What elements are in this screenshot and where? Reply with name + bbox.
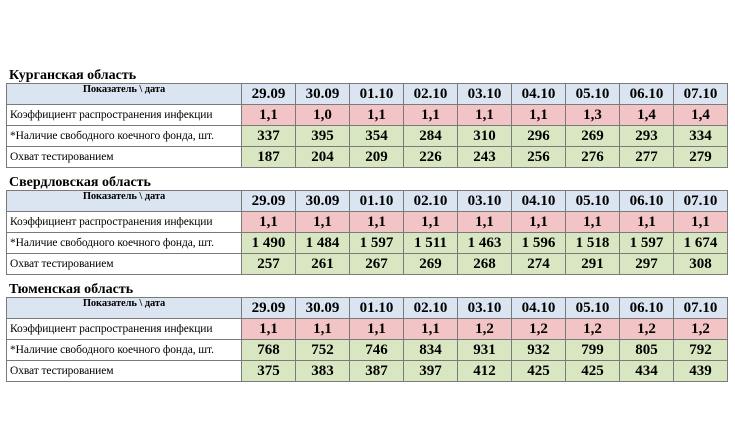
testing-coverage-row — [7, 254, 728, 275]
free-beds-cell: 768 — [242, 340, 296, 361]
testing-coverage-cell: 276 — [566, 147, 620, 168]
testing-coverage-cell: 269 — [404, 254, 458, 275]
date-cell: 01.10 — [350, 191, 404, 212]
testing-coverage-cell: 434 — [620, 361, 674, 382]
free-beds-cell: 1 674 — [674, 233, 728, 254]
infection-rate-row — [7, 212, 728, 233]
infection-rate-cell: 1,4 — [674, 105, 728, 126]
date-cell: 01.10 — [350, 298, 404, 319]
testing-coverage-cell: 243 — [458, 147, 512, 168]
testing-coverage-cell: 383 — [296, 361, 350, 382]
free-beds-cell: 1 484 — [296, 233, 350, 254]
region-kurgan — [6, 68, 728, 168]
date-cell: 03.10 — [458, 191, 512, 212]
date-cell: 29.09 — [242, 191, 296, 212]
date-cell: 01.10 — [350, 84, 404, 105]
region-sverdlovsk — [6, 175, 728, 275]
date-cell: 07.10 — [674, 84, 728, 105]
date-cell: 02.10 — [404, 84, 458, 105]
infection-rate-cell: 1,1 — [404, 319, 458, 340]
header-label: Показатель \ дата — [7, 298, 242, 319]
free-beds-cell: 293 — [620, 126, 674, 147]
indicators-table — [6, 190, 728, 275]
free-beds-cell: 334 — [674, 126, 728, 147]
free-beds-cell: 354 — [350, 126, 404, 147]
free-beds-row — [7, 126, 728, 147]
testing-coverage-cell: 268 — [458, 254, 512, 275]
infection-rate-cell: 1,1 — [242, 319, 296, 340]
infection-rate-cell: 1,1 — [458, 212, 512, 233]
testing-coverage-cell: 257 — [242, 254, 296, 275]
testing-coverage-cell: 297 — [620, 254, 674, 275]
row-label: Охват тестированием — [7, 361, 242, 382]
region-title: Тюменская область — [9, 282, 134, 297]
region-title: Свердловская область — [9, 175, 151, 190]
testing-coverage-cell: 261 — [296, 254, 350, 275]
testing-coverage-cell: 425 — [512, 361, 566, 382]
infection-rate-cell: 1,1 — [350, 319, 404, 340]
infection-rate-cell: 1,0 — [296, 105, 350, 126]
infection-rate-cell: 1,1 — [242, 105, 296, 126]
infection-rate-cell: 1,1 — [512, 105, 566, 126]
indicators-table — [6, 83, 728, 168]
table-header-row — [7, 298, 728, 319]
date-cell: 05.10 — [566, 191, 620, 212]
date-cell: 29.09 — [242, 84, 296, 105]
table-header-row — [7, 191, 728, 212]
testing-coverage-cell: 308 — [674, 254, 728, 275]
testing-coverage-cell: 277 — [620, 147, 674, 168]
free-beds-cell: 752 — [296, 340, 350, 361]
free-beds-cell: 284 — [404, 126, 458, 147]
date-cell: 06.10 — [620, 84, 674, 105]
infection-rate-cell: 1,1 — [350, 105, 404, 126]
free-beds-cell: 1 463 — [458, 233, 512, 254]
free-beds-cell: 1 596 — [512, 233, 566, 254]
table-header-row — [7, 84, 728, 105]
infection-rate-cell: 1,1 — [296, 319, 350, 340]
free-beds-cell: 932 — [512, 340, 566, 361]
infection-rate-cell: 1,1 — [404, 212, 458, 233]
date-cell: 04.10 — [512, 191, 566, 212]
testing-coverage-cell: 397 — [404, 361, 458, 382]
free-beds-cell: 337 — [242, 126, 296, 147]
header-label: Показатель \ дата — [7, 191, 242, 212]
infection-rate-cell: 1,2 — [512, 319, 566, 340]
free-beds-cell: 799 — [566, 340, 620, 361]
free-beds-row — [7, 233, 728, 254]
row-label: *Наличие свободного коечного фонда, шт. — [7, 233, 242, 254]
region-title: Курганская область — [9, 68, 137, 83]
date-cell: 05.10 — [566, 298, 620, 319]
infection-rate-cell: 1,1 — [458, 105, 512, 126]
infection-rate-cell: 1,1 — [296, 212, 350, 233]
indicators-table — [6, 297, 728, 382]
testing-coverage-cell: 439 — [674, 361, 728, 382]
testing-coverage-cell: 267 — [350, 254, 404, 275]
free-beds-cell: 269 — [566, 126, 620, 147]
free-beds-cell: 746 — [350, 340, 404, 361]
region-tyumen — [6, 282, 728, 382]
date-cell: 30.09 — [296, 191, 350, 212]
testing-coverage-cell: 279 — [674, 147, 728, 168]
date-cell: 03.10 — [458, 84, 512, 105]
row-label: Коэффициент распространения инфекции — [7, 212, 242, 233]
testing-coverage-cell: 375 — [242, 361, 296, 382]
date-cell: 07.10 — [674, 298, 728, 319]
testing-coverage-cell: 412 — [458, 361, 512, 382]
free-beds-cell: 1 490 — [242, 233, 296, 254]
testing-coverage-cell: 187 — [242, 147, 296, 168]
free-beds-cell: 792 — [674, 340, 728, 361]
testing-coverage-row — [7, 147, 728, 168]
row-label: *Наличие свободного коечного фонда, шт. — [7, 126, 242, 147]
infection-rate-cell: 1,2 — [566, 319, 620, 340]
infection-rate-cell: 1,1 — [350, 212, 404, 233]
testing-coverage-cell: 425 — [566, 361, 620, 382]
row-label: *Наличие свободного коечного фонда, шт. — [7, 340, 242, 361]
row-label: Коэффициент распространения инфекции — [7, 105, 242, 126]
date-cell: 05.10 — [566, 84, 620, 105]
infection-rate-cell: 1,1 — [674, 212, 728, 233]
free-beds-cell: 1 511 — [404, 233, 458, 254]
date-cell: 03.10 — [458, 298, 512, 319]
free-beds-cell: 1 597 — [350, 233, 404, 254]
testing-coverage-row — [7, 361, 728, 382]
infection-rate-cell: 1,1 — [242, 212, 296, 233]
testing-coverage-cell: 387 — [350, 361, 404, 382]
date-cell: 04.10 — [512, 298, 566, 319]
row-label: Охват тестированием — [7, 147, 242, 168]
free-beds-cell: 310 — [458, 126, 512, 147]
testing-coverage-cell: 256 — [512, 147, 566, 168]
date-cell: 29.09 — [242, 298, 296, 319]
date-cell: 30.09 — [296, 84, 350, 105]
infection-rate-cell: 1,1 — [404, 105, 458, 126]
header-label: Показатель \ дата — [7, 84, 242, 105]
testing-coverage-cell: 274 — [512, 254, 566, 275]
date-cell: 04.10 — [512, 84, 566, 105]
date-cell: 02.10 — [404, 298, 458, 319]
infection-rate-cell: 1,1 — [512, 212, 566, 233]
free-beds-cell: 805 — [620, 340, 674, 361]
date-cell: 30.09 — [296, 298, 350, 319]
infection-rate-cell: 1,2 — [620, 319, 674, 340]
testing-coverage-cell: 291 — [566, 254, 620, 275]
free-beds-row — [7, 340, 728, 361]
date-cell: 07.10 — [674, 191, 728, 212]
free-beds-cell: 834 — [404, 340, 458, 361]
infection-rate-row — [7, 319, 728, 340]
infection-rate-cell: 1,1 — [566, 212, 620, 233]
date-cell: 06.10 — [620, 191, 674, 212]
testing-coverage-cell: 226 — [404, 147, 458, 168]
free-beds-cell: 1 518 — [566, 233, 620, 254]
row-label: Охват тестированием — [7, 254, 242, 275]
infection-rate-row — [7, 105, 728, 126]
infection-rate-cell: 1,2 — [458, 319, 512, 340]
free-beds-cell: 296 — [512, 126, 566, 147]
infection-rate-cell: 1,1 — [620, 212, 674, 233]
date-cell: 06.10 — [620, 298, 674, 319]
free-beds-cell: 931 — [458, 340, 512, 361]
row-label: Коэффициент распространения инфекции — [7, 319, 242, 340]
infection-rate-cell: 1,4 — [620, 105, 674, 126]
testing-coverage-cell: 204 — [296, 147, 350, 168]
infection-rate-cell: 1,3 — [566, 105, 620, 126]
date-cell: 02.10 — [404, 191, 458, 212]
free-beds-cell: 395 — [296, 126, 350, 147]
testing-coverage-cell: 209 — [350, 147, 404, 168]
free-beds-cell: 1 597 — [620, 233, 674, 254]
infection-rate-cell: 1,2 — [674, 319, 728, 340]
